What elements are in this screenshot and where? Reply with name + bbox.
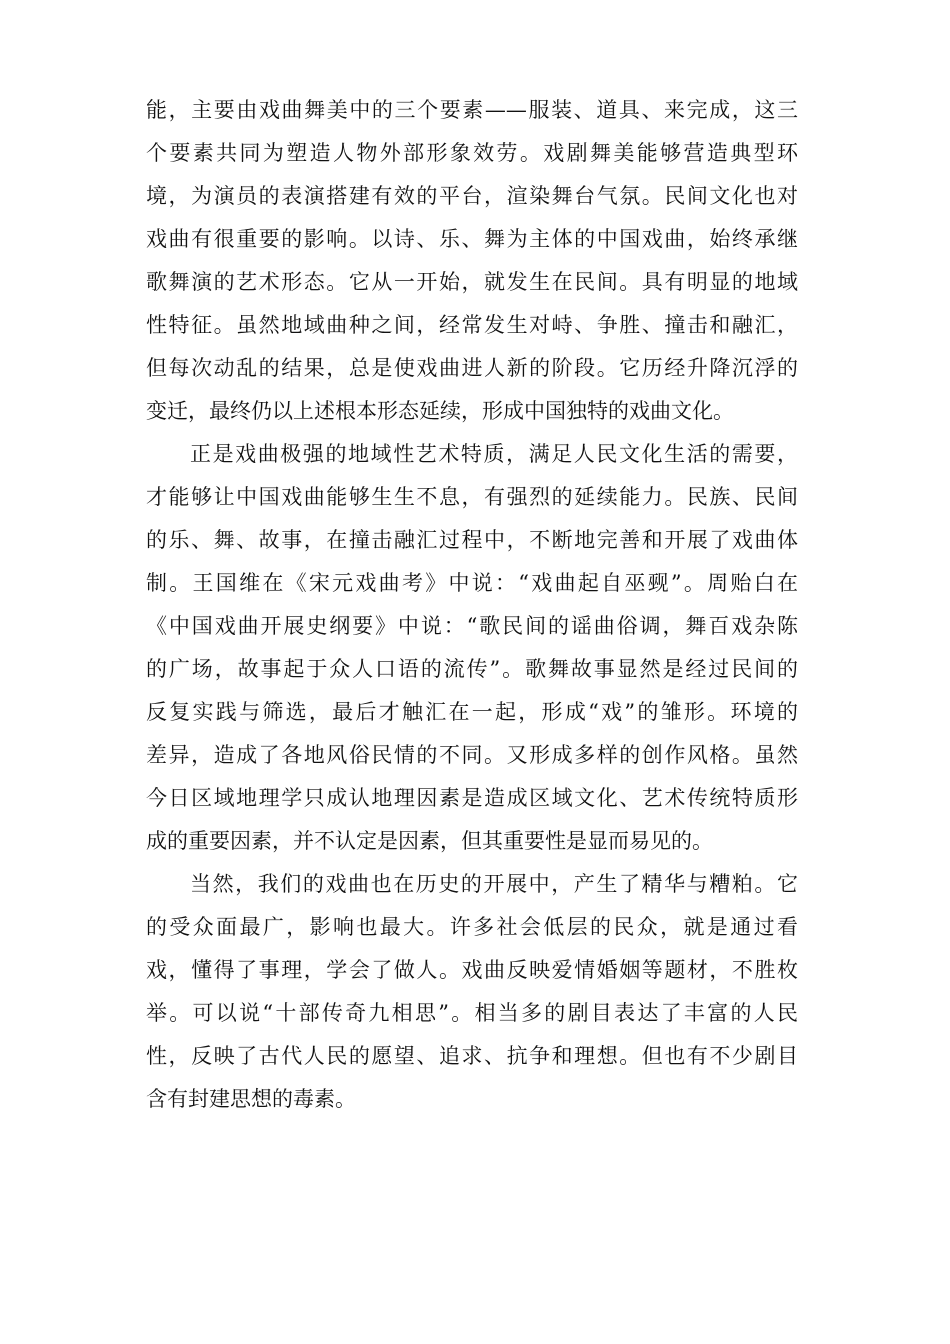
text-line: 境，为演员的表演搭建有效的平台，渲染舞台气氛。民间文化也对 [146,184,798,208]
text-line: 《中国戏曲开展史纲要》中说：“歌民间的谣曲俗调，舞百戏杂陈 [146,614,798,638]
text-line: 举。可以说“十部传奇九相思”。相当多的剧目表达了丰富的人民 [146,1001,798,1025]
paragraph-1 [146,89,798,433]
text-line: 个要素共同为塑造人物外部形象效劳。戏剧舞美能够营造典型环 [146,141,798,165]
text-line: 正是戏曲极强的地域性艺术特质，满足人民文化生活的需要， [190,442,798,466]
text-line: 制。王国维在《宋元戏曲考》中说：“戏曲起自巫觋”。周贻白在 [146,571,798,595]
text-line: 变迁，最终仍以上述根本形态延续，形成中国独特的戏曲文化。 [146,399,734,423]
text-line: 才能够让中国戏曲能够生生不息，有强烈的延续能力。民族、民间 [146,485,798,509]
text-line: 戏，懂得了事理，学会了做人。戏曲反映爱情婚姻等题材，不胜枚 [146,958,798,982]
text-line: 性，反映了古代人民的愿望、追求、抗争和理想。但也有不少剧目 [146,1044,798,1068]
text-line: 性特征。虽然地域曲种之间，经常发生对峙、争胜、撞击和融汇， [146,313,798,337]
text-line: 能，主要由戏曲舞美中的三个要素——服装、道具、来完成，这三 [146,98,798,122]
text-line: 成的重要因素，并不认定是因素，但其重要性是显而易见的。 [146,829,713,853]
paragraph-2 [146,433,798,863]
text-line: 差异，造成了各地风俗民情的不同。又形成多样的创作风格。虽然 [146,743,798,767]
text-line: 的广场，故事起于众人口语的流传”。歌舞故事显然是经过民间的 [146,657,798,681]
text-line: 含有封建思想的毒素。 [146,1087,356,1111]
text-line: 但每次动乱的结果，总是使戏曲进人新的阶段。它历经升降沉浮的 [146,356,798,380]
text-line: 反复实践与筛选，最后才触汇在一起，形成“戏”的雏形。环境的 [146,700,798,724]
text-line: 今日区域地理学只成认地理因素是造成区域文化、艺术传统特质形 [146,786,798,810]
text-line: 歌舞演的艺术形态。它从一开始，就发生在民间。具有明显的地域 [146,270,798,294]
paragraph-3 [146,863,798,1121]
text-line: 的受众面最广，影响也最大。许多社会低层的民众，就是通过看 [146,915,798,939]
text-line: 的乐、舞、故事，在撞击融汇过程中，不断地完善和开展了戏曲体 [146,528,798,552]
text-line: 当然，我们的戏曲也在历史的开展中，产生了精华与糟粕。它 [190,872,798,896]
text-line: 戏曲有很重要的影响。以诗、乐、舞为主体的中国戏曲，始终承继 [146,227,798,251]
body-text [146,89,798,1121]
